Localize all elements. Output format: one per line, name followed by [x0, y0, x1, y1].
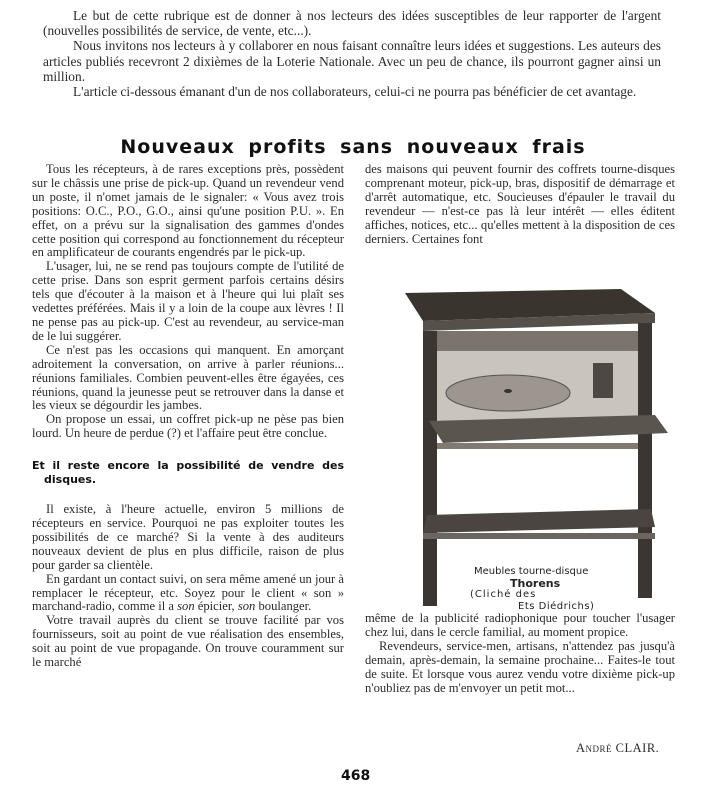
- paragraph: Votre travail auprès du client se trouve facilité par vos fournisseurs, soit au point de vue réalisation des ensembles, soit au point de vue propagande. On trouve couramment sur le marché: [32, 613, 344, 670]
- paragraph: Tous les récepteurs, à de rares exceptions près, possèdent sur le châssis une prise de pick-up. Quand un revendeur vend un poste, il n'omet jamais de le signaler: « Vous avez trois positions: O.C., P.O., G.O., ainsi qu'une position P.U. ». En effet, on a prévu sur la signalisation des gammes d'ondes cette position qui correspond au fonctionnement du récepteur en amplificateur de courants engendrés par le pick-up.: [32, 162, 344, 260]
- figure-caption: [470, 566, 600, 612]
- author-signature: André CLAIR.: [576, 741, 660, 755]
- paragraph: des maisons qui peuvent fournir des coffrets tourne-disques comprenant moteur, pick-up, bras, dispositif de démarrage et d'arrêt automatique, etc. Soucieuses d'épauler le travail du revendeur — n'est-ce pas là leur intérêt — elles éditent affiches, notices, etc... qu'elles mettent à la disposition de ces derniers. Certaines font: [365, 162, 675, 246]
- paragraph: Revendeurs, service-men, artisans, n'attendez pas jusqu'à demain, après-demain, la semaine prochaine... Faites-le tout de suite. Et lorsque vous aurez vendu votre dixième pick-up n'oubliez pas de m'envoyer un petit mot...: [365, 638, 675, 695]
- caption-credit: Ets Diédrichs): [518, 600, 595, 612]
- section-subheading: Et il reste encore la possibilité de vendre des disques.: [32, 459, 344, 487]
- intro-paragraph: Le but de cette rubrique est de donner à nos lecteurs des idées susceptibles de leur rapporter de l'argent (nouvelles possibilités de service, de vente, etc...).: [43, 8, 661, 39]
- caption-credit: (Cliché des: [470, 589, 537, 600]
- intro-paragraph: Nous invitons nos lecteurs à y collaborer en nous faisant connaître leurs idées et suggestions. Les auteurs des articles publiés recevront 2 dixièmes de la Loterie Nationale. Avec un peu de chance, ils pourront gagner ainsi un million.: [43, 38, 661, 84]
- paragraph: même de la publicité radiophonique pour toucher l'usager chez lui, dans le cercle familial, au moment propice.: [365, 611, 675, 639]
- article-title: Nouveaux profits sans nouveaux frais: [120, 136, 586, 158]
- text: En gardant un contact suivi, on sera même amené un jour à remplacer le récepteur, etc. Soyez pour le client « son » marchand-radio, comme il a: [32, 571, 344, 614]
- page-number: 468: [341, 768, 371, 784]
- text: boulanger.: [255, 599, 312, 614]
- caption-brand: Thorens: [510, 576, 561, 590]
- left-column: [32, 163, 344, 670]
- right-column-top: [365, 163, 675, 246]
- paragraph: Ce n'est pas les occasions qui manquent. En amorçant adroitement la conversation, on arrive à parler réunions... réunions familiales. Combien peuvent-elles être égayées, ces réunions, quand la jeunesse peut se retrouver dans la danse et les vieux se dégourdir les jambes.: [32, 342, 344, 413]
- emphasis: son: [237, 599, 256, 614]
- intro-paragraph: L'article ci-dessous émanant d'un de nos collaborateurs, celui-ci ne pourra pas bénéficier de cet avantage.: [73, 84, 637, 100]
- intro-notice: [43, 8, 661, 99]
- paragraph: L'usager, lui, ne se rend pas toujours compte de l'utilité de cette prise. Dans son esprit germent parfois certains désirs tels que d'écouter à la maison et à l'heure qui lui plaît ses vedettes préférées. Mais il y a loin de la coupe aux lèvres ! Il ne pense pas au pick-up. C'est au revendeur, au service-man de le lui suggérer.: [32, 259, 344, 343]
- right-column-bottom: [365, 612, 675, 695]
- caption-line: Meubles tourne-disque: [474, 566, 589, 577]
- turntable-cabinet-photo: [393, 283, 668, 608]
- text: épicier,: [194, 599, 238, 614]
- paragraph: On propose un essai, un coffret pick-up ne pèse pas bien lourd. Un heure de perdue (?) et l'affaire peut être conclue.: [32, 412, 344, 441]
- paragraph: [32, 573, 344, 615]
- emphasis: son: [177, 599, 195, 614]
- paragraph: Il existe, à l'heure actuelle, environ 5 millions de récepteurs en service. Pourquoi ne pas exploiter toutes les possibilités de ce marché? Si la vente à des auditeurs nouveaux devient de plus en plus difficile, raison de plus pour garder sa clientèle.: [32, 502, 344, 572]
